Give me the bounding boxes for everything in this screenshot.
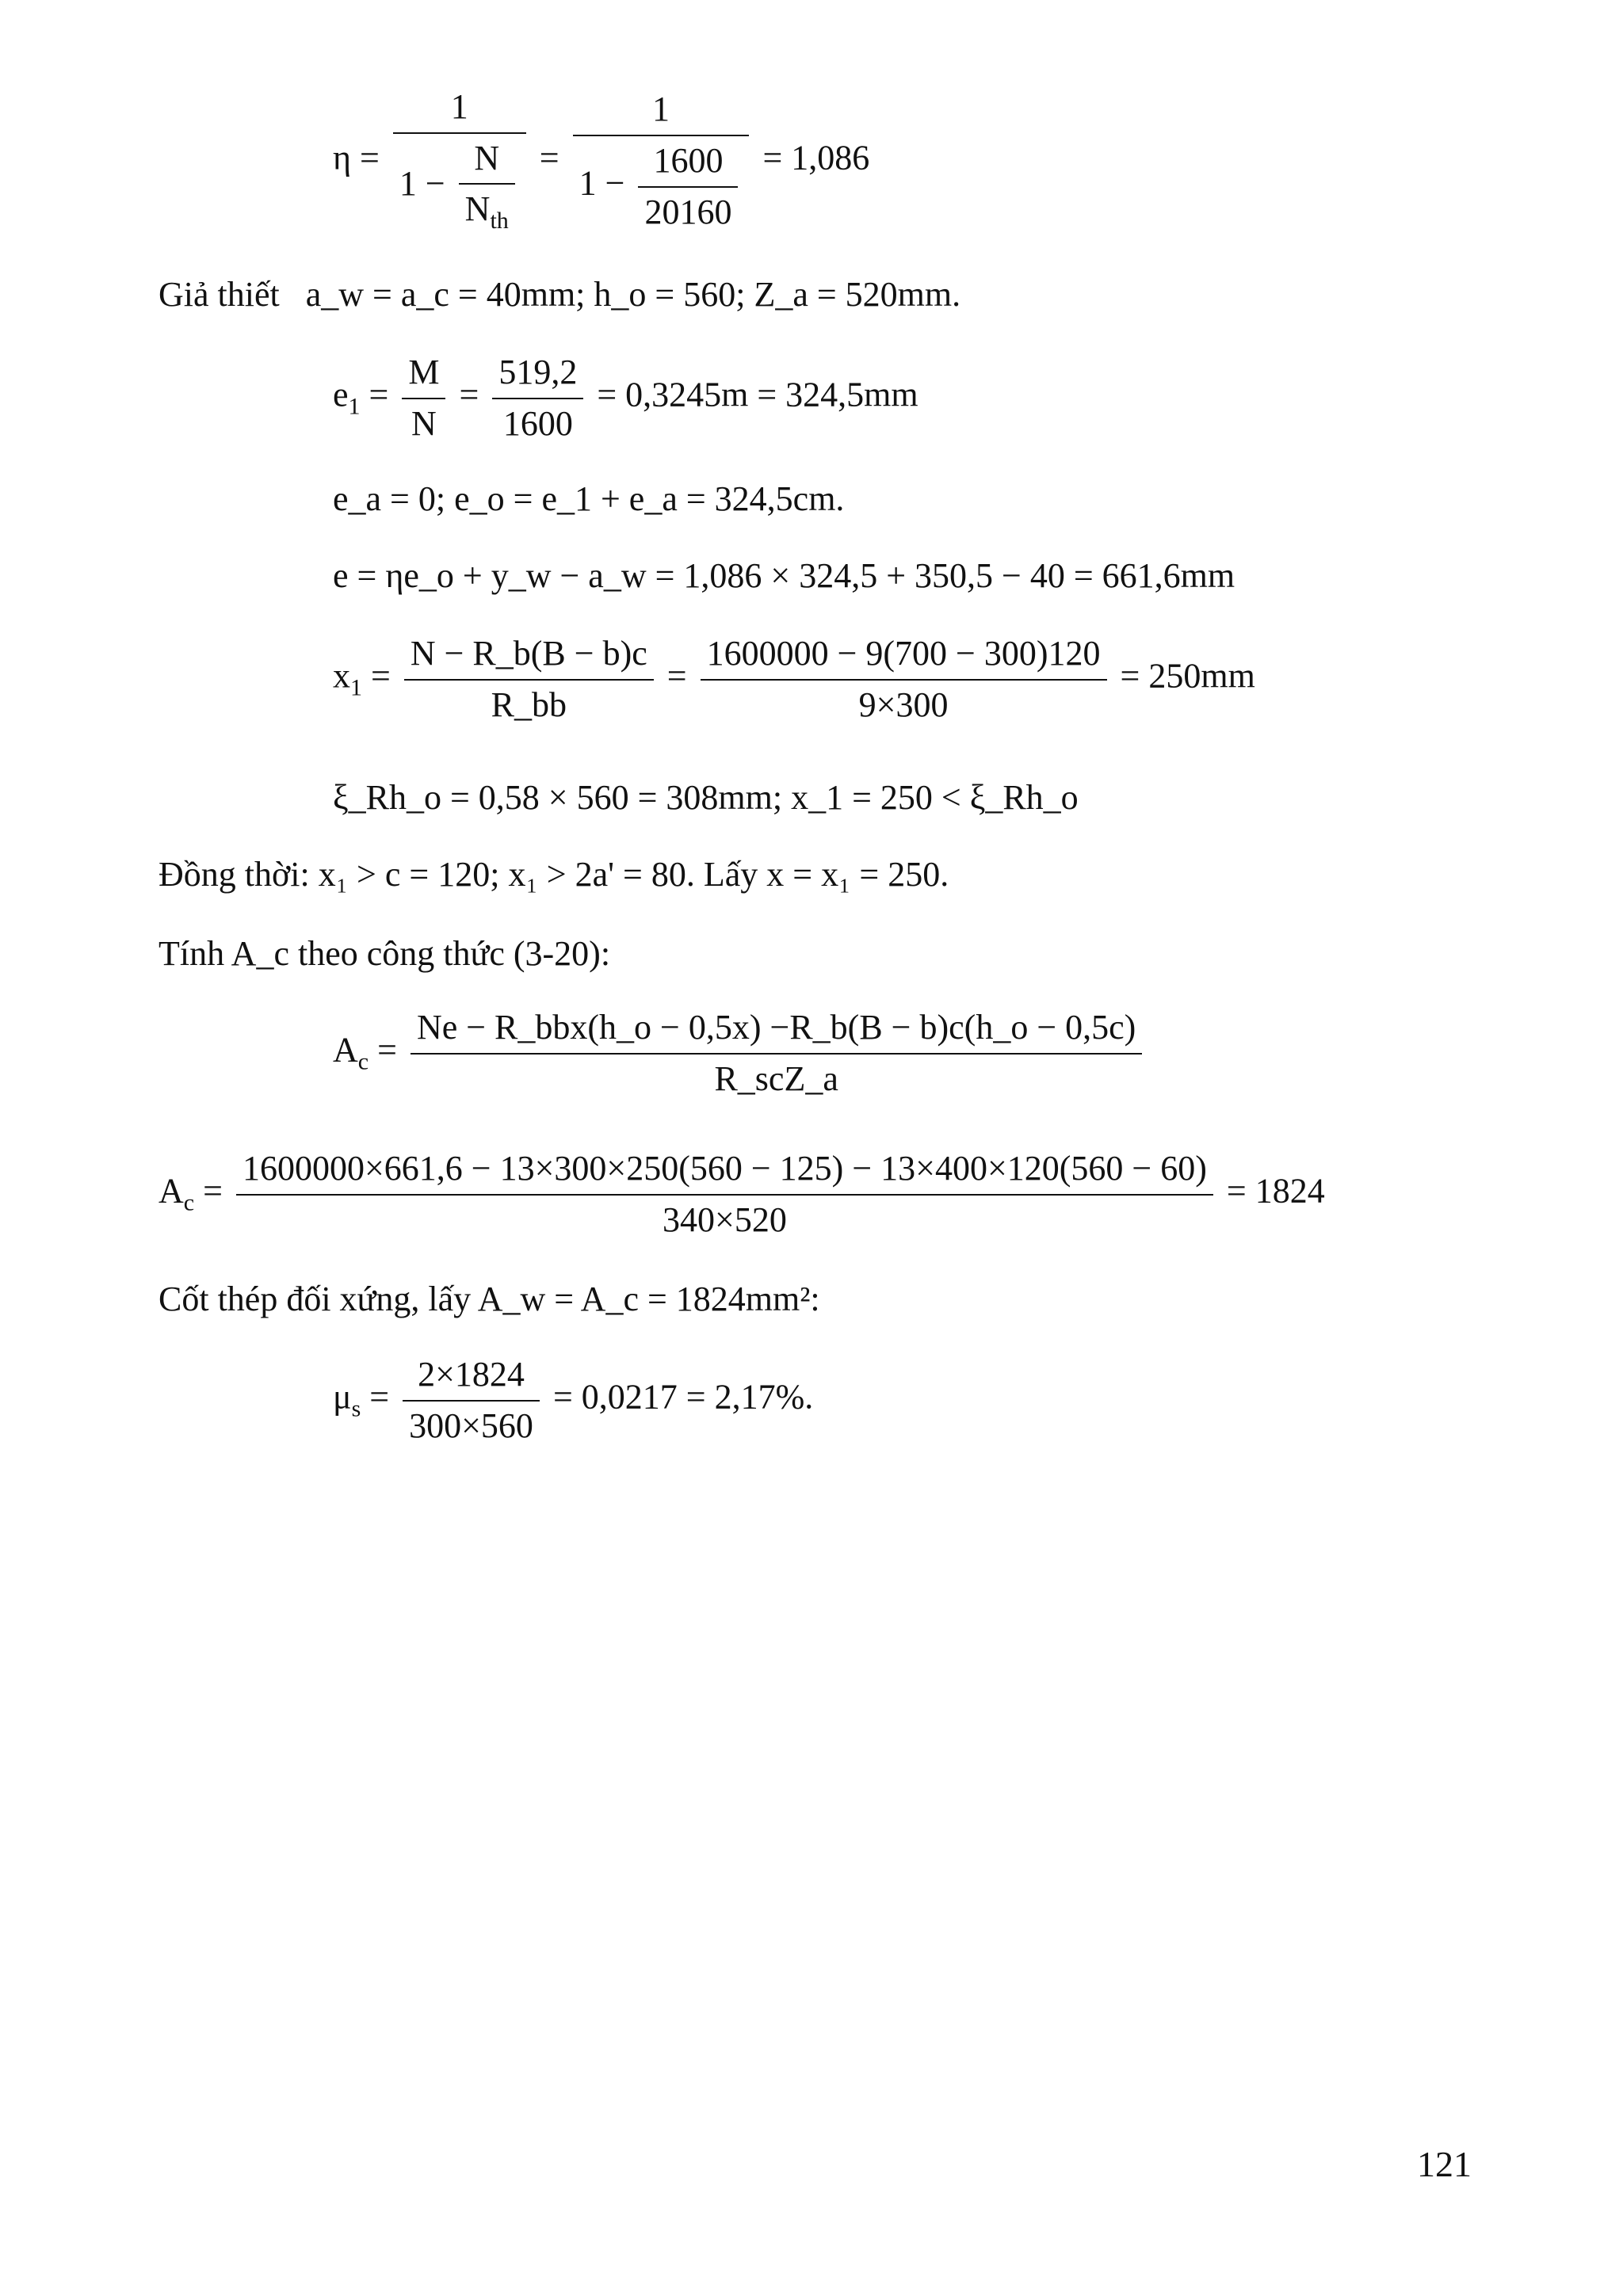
- page-number: 121: [1417, 2144, 1472, 2184]
- mu-lhs: μ: [333, 1377, 352, 1417]
- assumption-label: Giả thiết: [158, 275, 280, 314]
- eta-frac2-den-pre: 1 −: [579, 163, 625, 203]
- ac-formula: $A_c$ = $\frac{\text{Ne − R\_bbx(h\_o − 0,5x) −R\_b(B − b)c(h\_o − 0,5c)}}{\text{R\_scZ\_a}}$: [333, 1008, 1147, 1099]
- ac-formula-lhs-sub: c: [357, 1048, 369, 1075]
- mu-num: 2×1824: [403, 1355, 540, 1402]
- ac-calc-fraction: [236, 1149, 1213, 1240]
- eta-inner1-den-sub: th: [490, 208, 509, 235]
- eta-frac1-num: 1: [393, 87, 526, 134]
- x1-fraction-1: [404, 634, 654, 725]
- eta-inner2-den: 20160: [644, 192, 732, 231]
- xi-line: ξ_Rh_o = 0,58 × 560 = 308mm; x_1 = 250 < ξ_Rh_o: [333, 778, 1079, 817]
- x1-equation: $x_1$ = $\frac{N - R\_b(B - b)c}{R\_bb}$ = $\frac{1600000 - 9(700 - 300)120}{9\times 300}$ = 250mm: [333, 634, 1255, 724]
- eta-frac2-num: 1: [573, 90, 750, 136]
- x1-frac1-den: R_bb: [491, 685, 567, 724]
- eta-inner-fraction-1: [459, 139, 515, 235]
- eta-frac1-den-pre: 1 −: [399, 163, 445, 203]
- ac-calc-lhs: A: [158, 1171, 184, 1211]
- x1-frac2-num: 1600000 − 9(700 − 300)120: [701, 634, 1107, 681]
- mu-lhs-sub: s: [351, 1395, 361, 1422]
- x1-fraction-2: [701, 634, 1107, 725]
- eta-inner1-den: N: [464, 189, 491, 229]
- mu-fraction: [403, 1355, 540, 1446]
- e1-lhs-sub: 1: [348, 393, 361, 420]
- dong-thoi-line: Đồng thời: x₁ > c = 120; x₁ > 2a' = 80. Lấy x = x₁ = 250.: [158, 855, 949, 894]
- eta-result: = 1,086: [762, 138, 870, 177]
- mu-equation: $\mu_s$ = $\frac{2\times 1824}{300\times 560}$ = 0,0217 = 2,17%.: [333, 1355, 814, 1445]
- eta-fraction-1: [393, 87, 526, 235]
- tinh-ac-line: Tính A_c theo công thức (3-20):: [158, 934, 611, 973]
- ac-calc: $A_c$ = $\frac{1600000\times 661,6 - 13\times 300\times 250(560 - 125) - 13\times 400\times 120(560 - 60)}{340\times 520}$ = 1824: [158, 1149, 1325, 1239]
- assumption-text: a_w = a_c = 40mm; h_o = 560; Z_a = 520mm.: [305, 275, 961, 314]
- e-line: e = ηe_o + y_w − a_w = 1,086 × 324,5 + 350,5 − 40 = 661,6mm: [333, 556, 1235, 595]
- cot-thep-line: Cốt thép đối xứng, lấy A_w = A_c = 1824mm²:: [158, 1280, 820, 1318]
- x1-result: = 250mm: [1120, 656, 1255, 696]
- ac-formula-den: R_scZ_a: [714, 1058, 838, 1098]
- e1-fraction-2: [492, 353, 583, 444]
- x1-frac2-den: 9×300: [858, 685, 949, 724]
- x1-frac1-num: N − R_b(B − b)c: [404, 634, 654, 681]
- mu-den: 300×560: [409, 1405, 533, 1445]
- mu-result: = 0,0217 = 2,17%.: [552, 1377, 814, 1417]
- e1-frac1-den: N: [411, 403, 437, 443]
- e1-fraction-1: [402, 353, 445, 444]
- ac-calc-lhs-sub: c: [183, 1189, 195, 1216]
- e1-frac2-num: 519,2: [492, 353, 583, 399]
- x1-lhs: x: [333, 656, 350, 696]
- ac-calc-num: 1600000×661,6 − 13×300×250(560 − 125) − 13×400×120(560 − 60): [236, 1149, 1213, 1196]
- ac-formula-fraction: [411, 1008, 1142, 1099]
- eta-lhs: η =: [333, 138, 380, 177]
- eta-fraction-2: [573, 90, 750, 232]
- ac-formula-lhs: A: [333, 1030, 358, 1070]
- ac-calc-result: = 1824: [1226, 1171, 1325, 1211]
- e1-frac2-den: 1600: [502, 403, 573, 443]
- eta-equation: [333, 87, 869, 235]
- ac-calc-den: 340×520: [663, 1199, 787, 1239]
- ac-formula-num: Ne − R_bbx(h_o − 0,5x) −R_b(B − b)c(h_o − 0,5c): [411, 1008, 1142, 1055]
- ea-line: e_a = 0; e_o = e_1 + e_a = 324,5cm.: [333, 479, 845, 518]
- e1-result: = 0,3245m = 324,5mm: [597, 375, 918, 414]
- x1-lhs-sub: 1: [350, 674, 362, 701]
- eta-inner-fraction-2: [638, 141, 738, 232]
- e1-equation: $e_1$ = $\frac{M}{N}$ = $\frac{519,2}{1600}$ = 0,3245m = 324,5mm: [333, 353, 918, 443]
- e1-frac1-num: M: [402, 353, 445, 399]
- eta-eq: =: [539, 138, 559, 177]
- eta-inner2-num: 1600: [638, 141, 738, 188]
- eta-inner1-num: N: [459, 139, 515, 185]
- assumption-line: [158, 277, 960, 312]
- e1-lhs: e: [333, 375, 349, 414]
